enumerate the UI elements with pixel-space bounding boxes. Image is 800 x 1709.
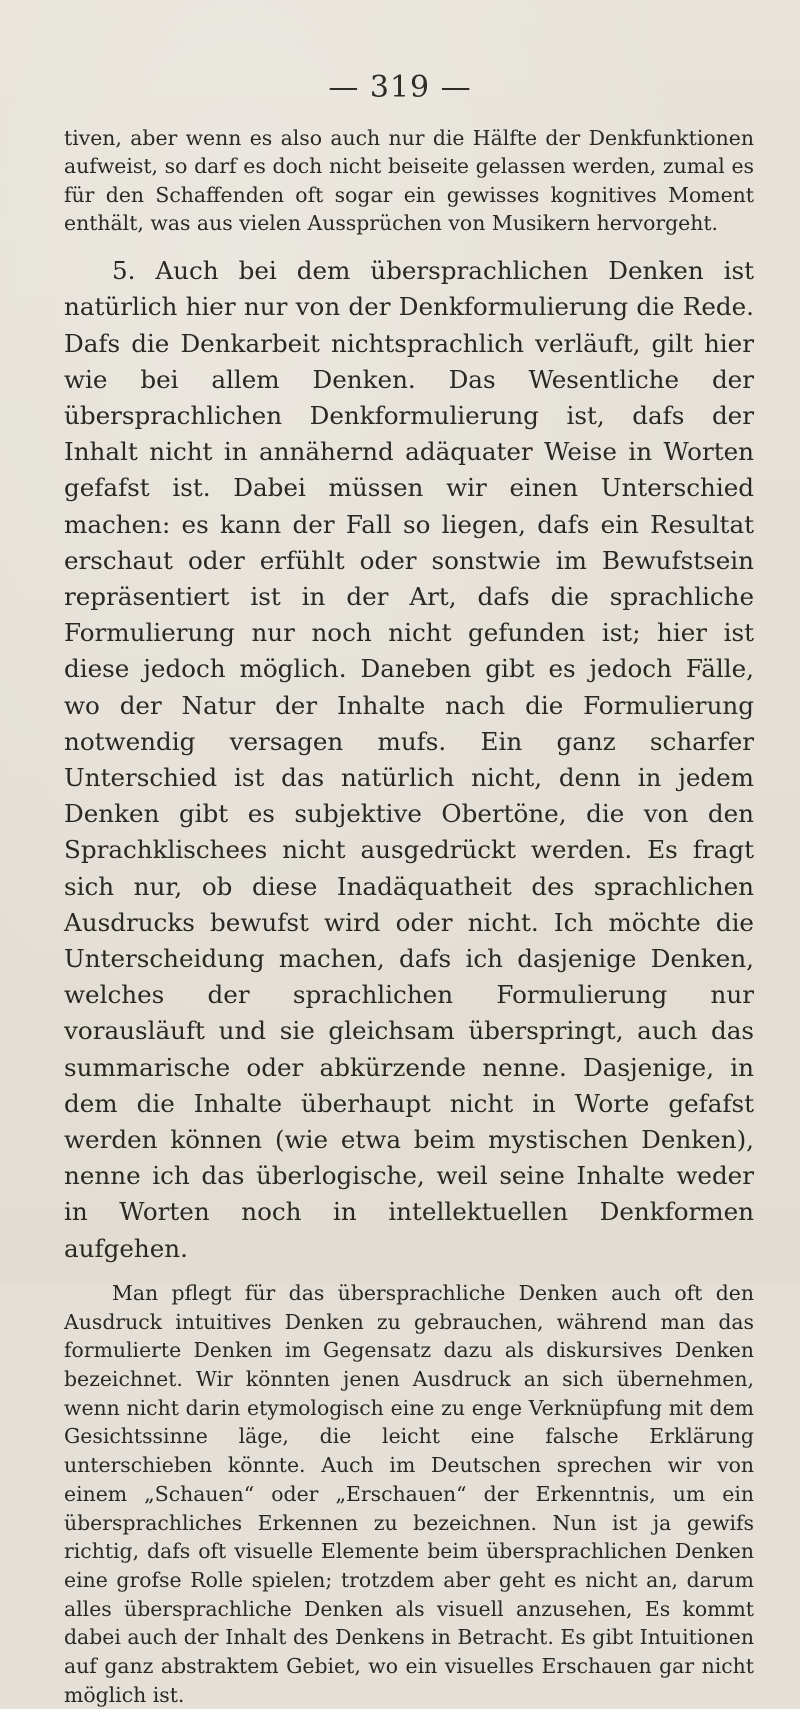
- page-number: — 319 —: [328, 70, 472, 105]
- paragraph-1: tiven, aber wenn es also auch nur die Hälfte der Denkfunktionen aufweist, so darf es doch nicht beiseite gelassen werden, zumal es für den Schaffenden oft sogar ein gewisses kognitives Moment enthält, was aus vielen Aussprüchen von Musikern hervorgeht.: [64, 126, 754, 235]
- body-text: [64, 124, 754, 1709]
- paragraph-3: Man pflegt für das übersprachliche Denken auch oft den Ausdruck intuitives Denken zu gebrauchen, während man das formulierte Denken im Gegensatz dazu als diskursives Denken bezeichnet. Wir könnten jenen Ausdruck an sich übernehmen, wenn nicht darin etymologisch eine zu enge Verknüpfung mit dem Gesichtssinne läge, die leicht eine falsche Erklärung unterschieben könnte. Auch im Deutschen sprechen wir von einem „Schauen“ oder „Erschauen“ der Erkenntnis, um ein übersprachliches Erkennen zu bezeichnen. Nun ist ja gewifs richtig, dafs oft visuelle Elemente beim übersprachlichen Denken eine grofse Rolle spielen; trotzdem aber geht es nicht an, darum alles übersprachliche Denken als visuell anzusehen, Es kommt dabei auch der Inhalt des Denkens in Betracht. Es gibt Intuitionen auf ganz abstraktem Gebiet, wo ein visuelles Erschauen gar nicht möglich ist.: [64, 1280, 754, 1707]
- paragraph-2: 5. Auch bei dem übersprachlichen Denken ist natürlich hier nur von der Denkformulierung die Rede. Dafs die Denkarbeit nichtsprachlich verläuft, gilt hier wie bei allem Denken. Das Wesentliche der übersprachlichen Denkformulierung ist, dafs der Inhalt nicht in annähernd adäquater Weise in Worten gefafst ist. Dabei müssen wir einen Unterschied machen: es kann der Fall so liegen, dafs ein Resultat erschaut oder erfühlt oder sonstwie im Bewufstsein repräsentiert ist in der Art, dafs die sprachliche Formulierung nur noch nicht gefunden ist; hier ist diese jedoch möglich. Daneben gibt es jedoch Fälle, wo der Natur der Inhalte nach die Formulierung notwendig versagen mufs. Ein ganz scharfer Unterschied ist das natürlich nicht, denn in jedem Denken gibt es subjektive Obertöne, die von den Sprachklischees nicht ausgedrückt werden. Es fragt sich nur, ob diese Inadäquatheit des sprachlichen Ausdrucks bewufst wird oder nicht. Ich möchte die Unterscheidung machen, dafs ich dasjenige Denken, welches der sprachlichen Formulierung nur vorausläuft und sie gleichsam überspringt, auch das summarische oder abkürzende nenne. Dasjenige, in dem die Inhalte überhaupt nicht in Worte gefafst werden können (wie etwa beim mystischen Denken), nenne ich das überlogische, weil seine Inhalte weder in Worten noch in intellektuellen Denkformen aufgehen.: [64, 256, 754, 1263]
